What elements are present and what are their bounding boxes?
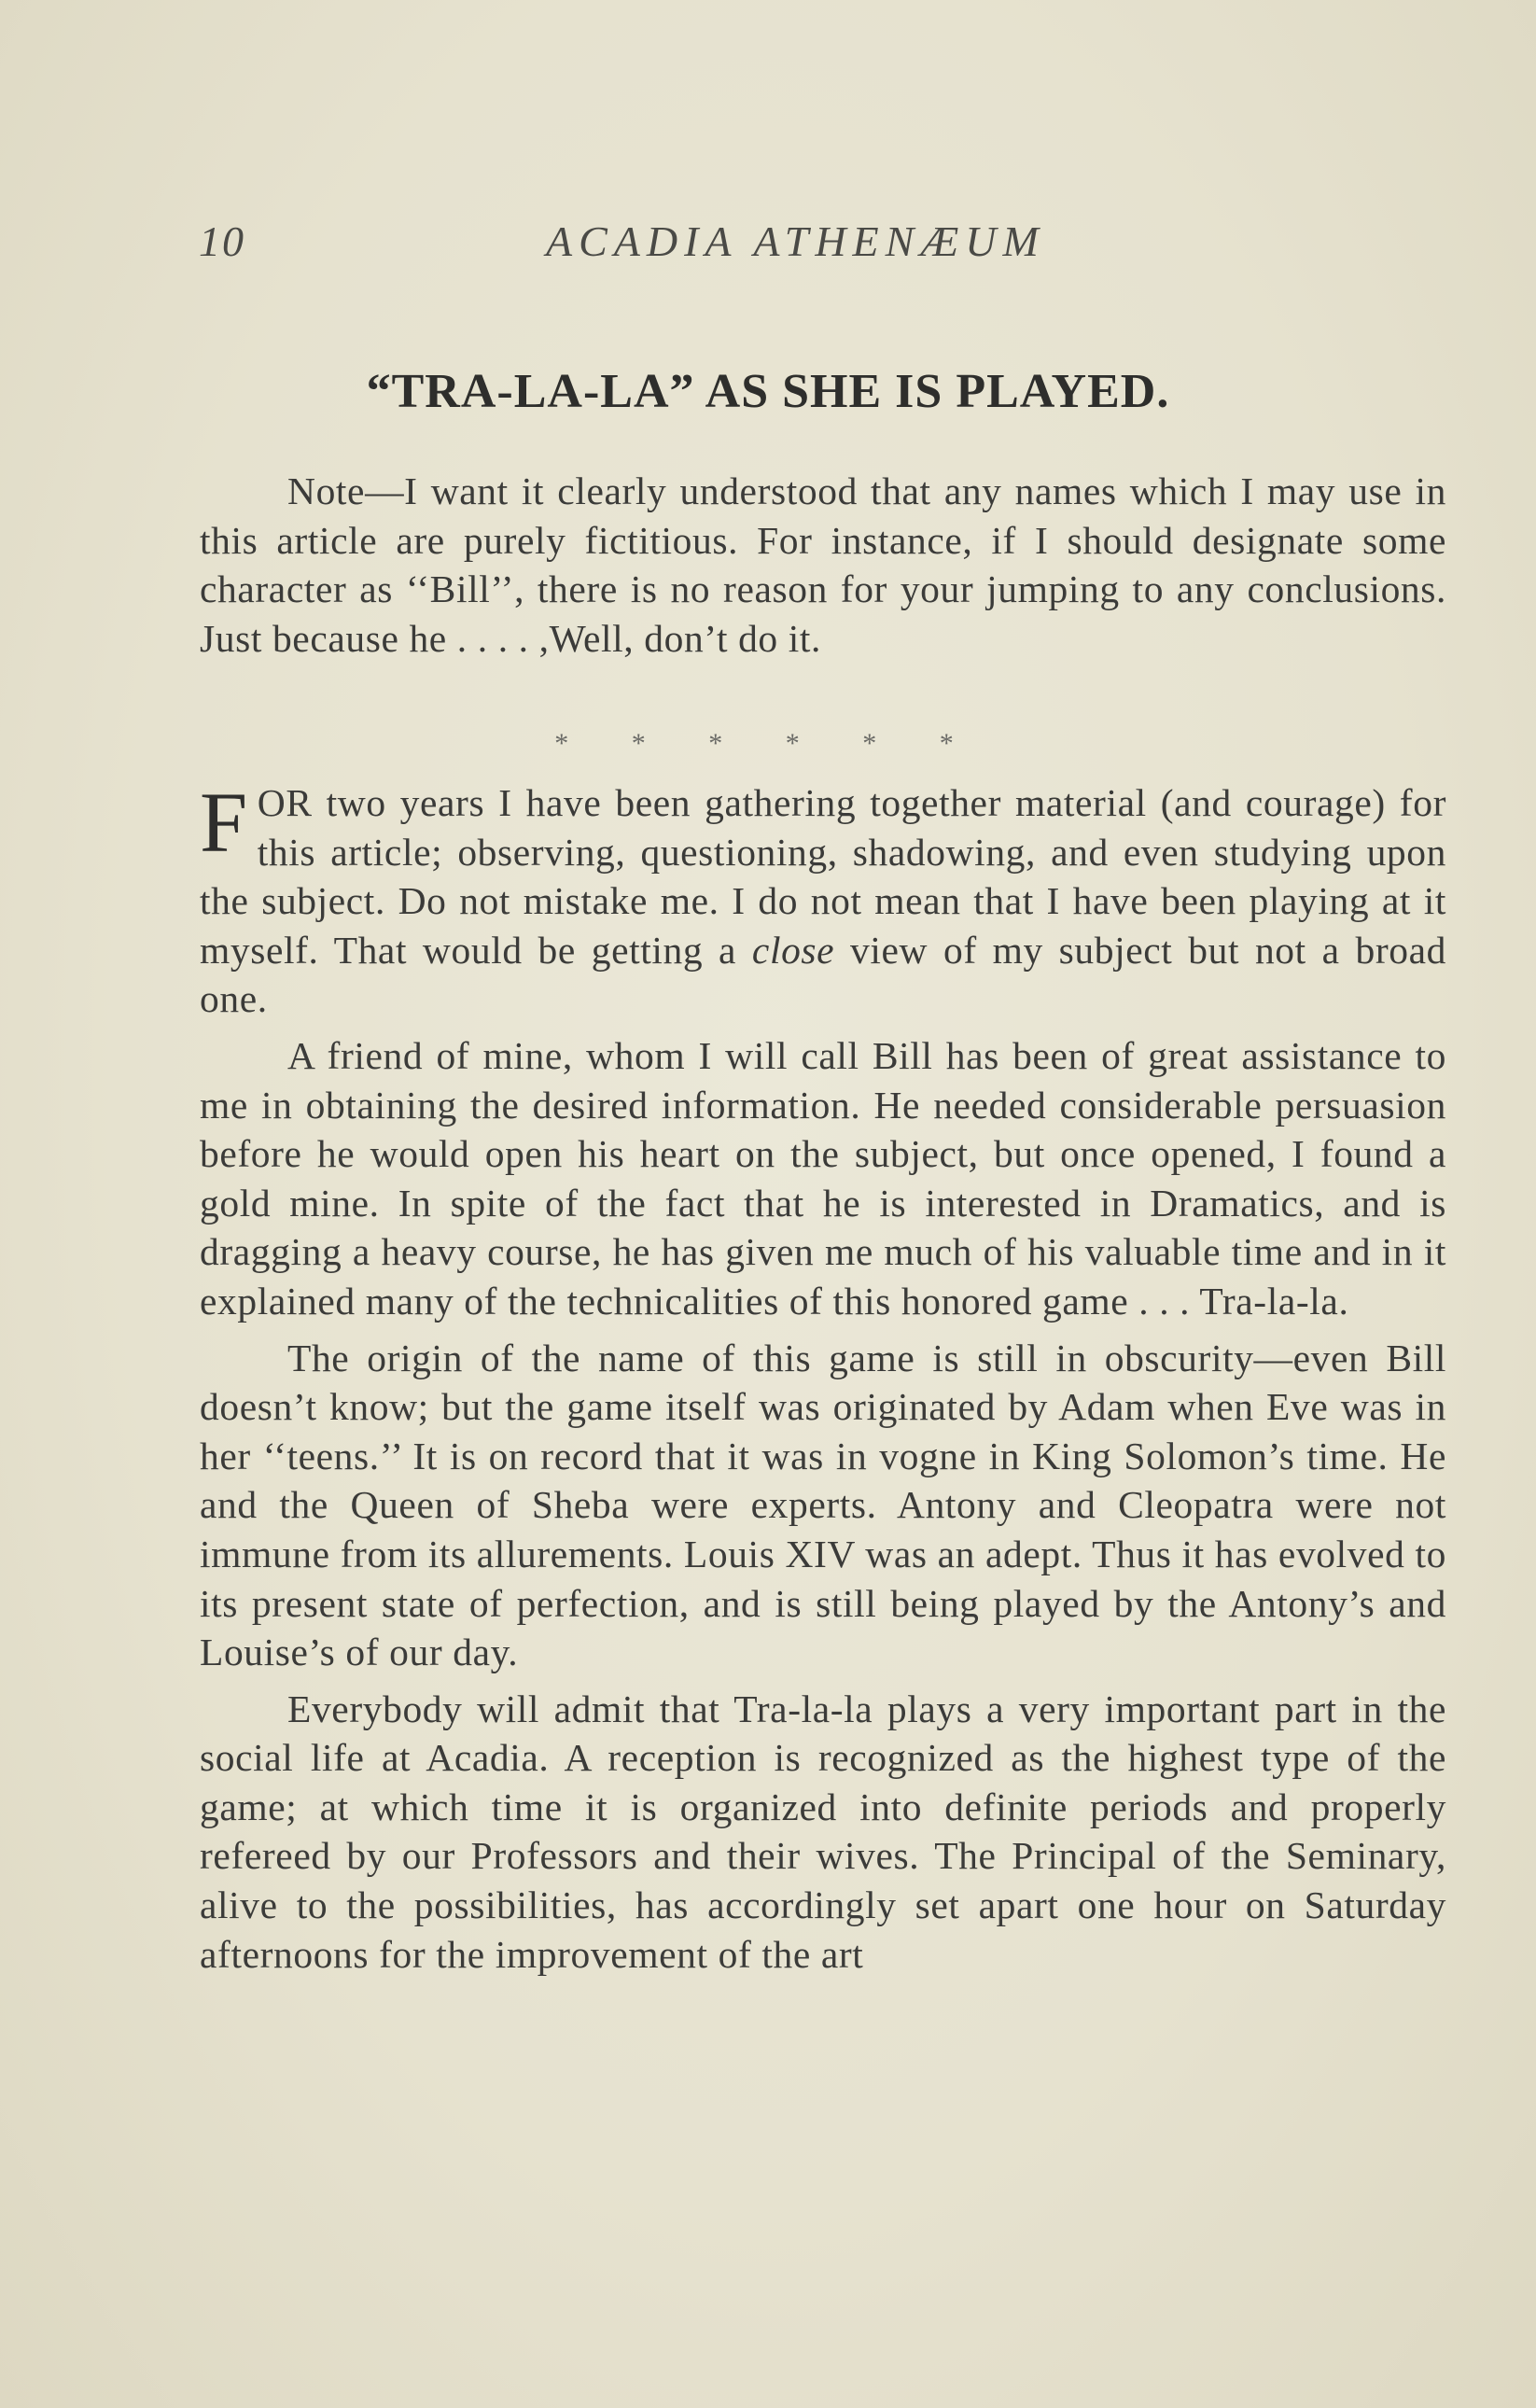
paragraph-1 xyxy=(200,775,1446,1024)
drop-cap: F xyxy=(200,775,248,870)
article-body xyxy=(200,775,1446,1979)
editor-note xyxy=(200,467,1446,663)
journal-title: ACADIA ATHENÆUM xyxy=(546,217,1045,265)
paragraph-1-text-a: OR two years I have been gathering together material (and courage) for this article; observing, questioning, shadowing, and even studying upon the subject. Do not mistake me. I do not mean that I have been playing at it myself. That would be getting a xyxy=(200,781,1446,972)
paragraph-4: Everybody will admit that Tra-la-la plays a very important part in the social life at Acadia. A reception is recognized as the highest type of the game; at which time it is organized into definite periods and properly refereed by our Professors and their wives. The Principal of the Seminary, alive to the possibilities, has accordingly set apart one hour on Saturday afternoons for the improvement of the art xyxy=(200,1687,1446,1976)
paragraph-3: The origin of the name of this game is still in obscurity—even Bill doesn’t know; but the game itself was originated by Adam when Eve was in her ‘‘teens.’’ It is on record that it was in vogne in King Solomon’s time. He and the Queen of Sheba were experts. Antony and Cleopatra were not immune from its allurements. Louis XIV was an adept. Thus it has evolved to its present state of perfection, and is still being played by the Antony’s and Louise’s of our day. xyxy=(200,1336,1446,1674)
note-paragraph: Note—I want it clearly understood that any names which I may use in this article are purely fictitious. For instance, if I should designate some character as ‘‘Bill’’, there is no reason for your jumping to any conclusions. Just because he . . . . ,Well, don’t do it. xyxy=(200,469,1446,660)
section-separator: * * * * * * xyxy=(554,728,982,759)
paragraph-1-italic: close xyxy=(751,928,835,972)
page-number: 10 xyxy=(199,217,245,265)
paragraph-2: A friend of mine, whom I will call Bill has been of great assistance to me in obtaining the desired information. He needed considerable persuasion before he would open his heart on the subject, but once opened, I found a gold mine. In spite of the fact that he is interested in Dramatics, and is dragging a heavy course, he has given me much of his valuable time and in it explained many of the technicalities of this honored game . . . Tra-la-la. xyxy=(200,1033,1446,1323)
paragraph-1-text-b: view of my subject but not a broad one. xyxy=(200,928,1446,1021)
running-head xyxy=(199,217,1132,282)
article-title: “TRA-LA-LA” AS SHE IS PLAYED. xyxy=(366,365,1170,418)
